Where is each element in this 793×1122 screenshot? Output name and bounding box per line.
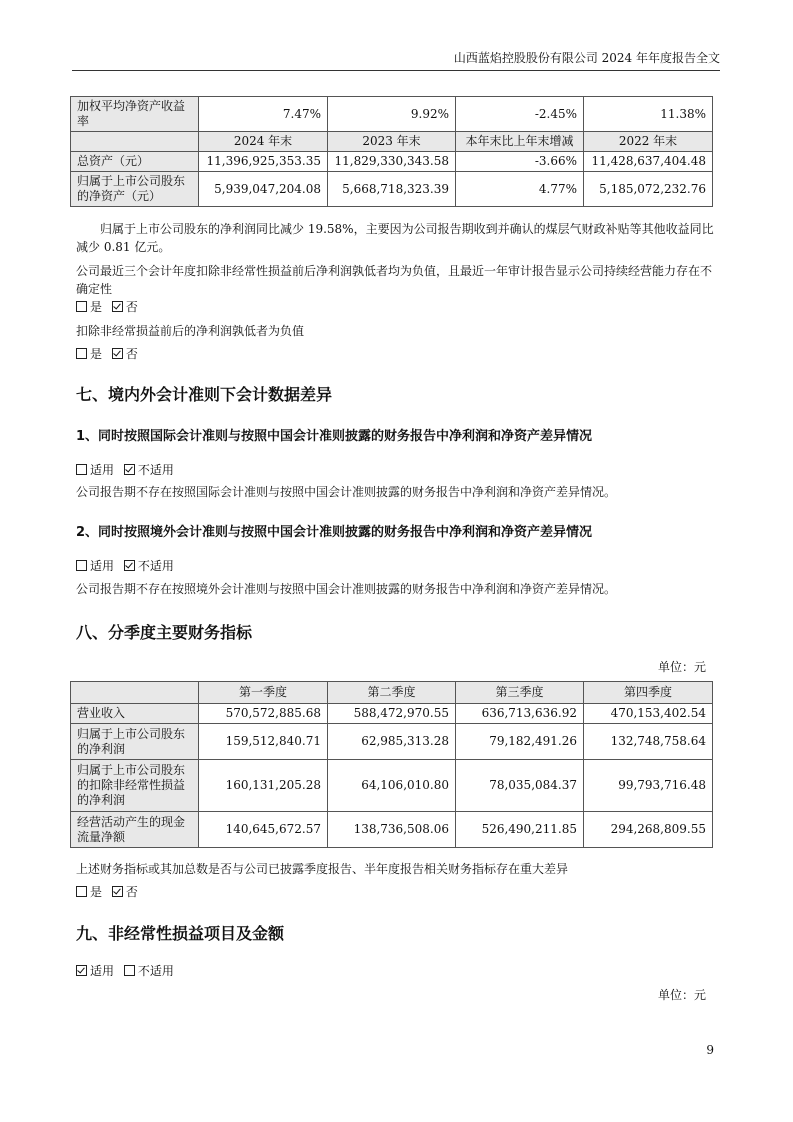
checkbox-unchecked-icon xyxy=(76,348,87,359)
table-row xyxy=(71,172,713,207)
table-cell: 470,153,402.54 xyxy=(584,704,713,724)
column-header: 第二季度 xyxy=(328,682,456,704)
checkbox-checked-icon xyxy=(112,886,123,897)
table-cell: 11,829,330,343.58 xyxy=(328,152,456,172)
table-cell: 294,268,809.55 xyxy=(584,812,713,848)
option-applicable[interactable]: 适用 xyxy=(76,964,114,978)
section-9-title: 九、非经常性损益项目及金额 xyxy=(76,924,285,943)
column-header: 2024 年末 xyxy=(199,132,328,152)
quarterly-diff-question: 上述财务指标或其加总数是否与公司已披露季度报告、半年度报告相关财务指标存在重大差异 xyxy=(76,862,569,876)
table-cell: 99,793,716.48 xyxy=(584,760,713,812)
column-header: 第一季度 xyxy=(199,682,328,704)
negative-profit-question: 扣除非经常损益前后的净利润孰低者为负值 xyxy=(76,324,305,338)
checkbox-unchecked-icon xyxy=(76,301,87,312)
table-cell: 636,713,636.92 xyxy=(456,704,584,724)
table-row xyxy=(71,152,713,172)
section-7-title: 七、境内外会计准则下会计数据差异 xyxy=(76,385,333,404)
blank-header-cell xyxy=(71,682,199,704)
table-cell: 62,985,313.28 xyxy=(328,724,456,760)
table-cell: 7.47% xyxy=(199,97,328,132)
row-label: 归属于上市公司股东的扣除非经常性损益的净利润 xyxy=(71,760,199,812)
option-no[interactable]: 否 xyxy=(112,347,138,361)
table-cell: 138,736,508.06 xyxy=(328,812,456,848)
table-row xyxy=(71,704,713,724)
table-cell: 5,185,072,232.76 xyxy=(584,172,713,207)
option-no[interactable]: 否 xyxy=(112,885,138,899)
subsection-2-text: 公司报告期不存在按照境外会计准则与按照中国会计准则披露的财务报告中净利润和净资产差异情况。 xyxy=(76,582,617,596)
table-cell: 11.38% xyxy=(584,97,713,132)
option-yes[interactable]: 是 xyxy=(76,885,102,899)
table-cell: 11,396,925,353.35 xyxy=(199,152,328,172)
option-yes[interactable]: 是 xyxy=(76,347,102,361)
table-cell: 159,512,840.71 xyxy=(199,724,328,760)
table-cell: 64,106,010.80 xyxy=(328,760,456,812)
subsection-1-text: 公司报告期不存在按照国际会计准则与按照中国会计准则披露的财务报告中净利润和净资产差异情况。 xyxy=(76,485,617,499)
row-label: 经营活动产生的现金流量净额 xyxy=(71,812,199,848)
table-cell: 140,645,672.57 xyxy=(199,812,328,848)
column-header: 2022 年末 xyxy=(584,132,713,152)
subsection-2-title: 2、同时按照境外会计准则与按照中国会计准则披露的财务报告中净利润和净资产差异情况 xyxy=(76,525,593,540)
checkbox-checked-icon xyxy=(76,965,87,976)
page-number: 9 xyxy=(706,1043,714,1057)
table-header-row xyxy=(71,682,713,704)
option-not-applicable[interactable]: 不适用 xyxy=(124,559,174,573)
quarterly-diff-options xyxy=(76,883,716,901)
column-header: 2023 年末 xyxy=(328,132,456,152)
section-8-title: 八、分季度主要财务指标 xyxy=(76,623,253,642)
table-cell: 5,668,718,323.39 xyxy=(328,172,456,207)
checkbox-unchecked-icon xyxy=(76,464,87,475)
row-label: 归属于上市公司股东的净资产（元） xyxy=(71,172,199,207)
net-profit-note: 归属于上市公司股东的净利润同比减少 19.58%，主要因为公司报告期收到并确认的煤层气财政补贴等其他收益同比减少 0.81 亿元。 xyxy=(76,222,714,254)
going-concern-options xyxy=(76,298,716,316)
key-indicators-table xyxy=(70,96,713,207)
section-9-options xyxy=(76,962,716,980)
row-label: 归属于上市公司股东的净利润 xyxy=(71,724,199,760)
table-cell: 78,035,084.37 xyxy=(456,760,584,812)
subsection-2-options xyxy=(76,557,716,575)
option-yes[interactable]: 是 xyxy=(76,300,102,314)
subsection-1-title: 1、同时按照国际会计准则与按照中国会计准则披露的财务报告中净利润和净资产差异情况 xyxy=(76,429,593,444)
subsection-1-options xyxy=(76,461,716,479)
table-cell: 4.77% xyxy=(456,172,584,207)
unit-label: 单位：元 xyxy=(657,988,706,1002)
option-no[interactable]: 否 xyxy=(112,300,138,314)
column-header: 第三季度 xyxy=(456,682,584,704)
table-cell: 570,572,885.68 xyxy=(199,704,328,724)
table-cell: 9.92% xyxy=(328,97,456,132)
table-header-row xyxy=(71,132,713,152)
unit-label: 单位：元 xyxy=(657,660,706,674)
table-cell: 5,939,047,204.08 xyxy=(199,172,328,207)
table-cell: 79,182,491.26 xyxy=(456,724,584,760)
table-cell: 160,131,205.28 xyxy=(199,760,328,812)
checkbox-checked-icon xyxy=(112,301,123,312)
row-label: 总资产（元） xyxy=(71,152,199,172)
option-applicable[interactable]: 适用 xyxy=(76,559,114,573)
table-cell: 526,490,211.85 xyxy=(456,812,584,848)
table-row xyxy=(71,812,713,848)
table-cell: 588,472,970.55 xyxy=(328,704,456,724)
row-label: 营业收入 xyxy=(71,704,199,724)
table-row xyxy=(71,724,713,760)
table-row xyxy=(71,97,713,132)
column-header: 本年末比上年末增减 xyxy=(456,132,584,152)
header-divider xyxy=(72,70,720,71)
checkbox-unchecked-icon xyxy=(76,560,87,571)
checkbox-unchecked-icon xyxy=(124,965,135,976)
negative-profit-options xyxy=(76,345,716,363)
option-not-applicable[interactable]: 不适用 xyxy=(124,463,174,477)
checkbox-unchecked-icon xyxy=(76,886,87,897)
table-cell: 132,748,758.64 xyxy=(584,724,713,760)
checkbox-checked-icon xyxy=(124,560,135,571)
column-header: 第四季度 xyxy=(584,682,713,704)
table-row xyxy=(71,760,713,812)
going-concern-question: 公司最近三个会计年度扣除非经常性损益前后净利润孰低者均为负值，且最近一年审计报告显示公司持续经营能力存在不确定性 xyxy=(76,264,713,296)
quarterly-indicators-table xyxy=(70,681,713,848)
option-not-applicable[interactable]: 不适用 xyxy=(124,964,174,978)
table-cell: -2.45% xyxy=(456,97,584,132)
checkbox-checked-icon xyxy=(112,348,123,359)
table-cell: -3.66% xyxy=(456,152,584,172)
option-applicable[interactable]: 适用 xyxy=(76,463,114,477)
blank-header-cell xyxy=(71,132,199,152)
table-cell: 11,428,637,404.48 xyxy=(584,152,713,172)
page-header: 山西蓝焰控股股份有限公司 2024 年年度报告全文 xyxy=(453,51,720,65)
checkbox-checked-icon xyxy=(124,464,135,475)
row-label: 加权平均净资产收益率 xyxy=(71,97,199,132)
